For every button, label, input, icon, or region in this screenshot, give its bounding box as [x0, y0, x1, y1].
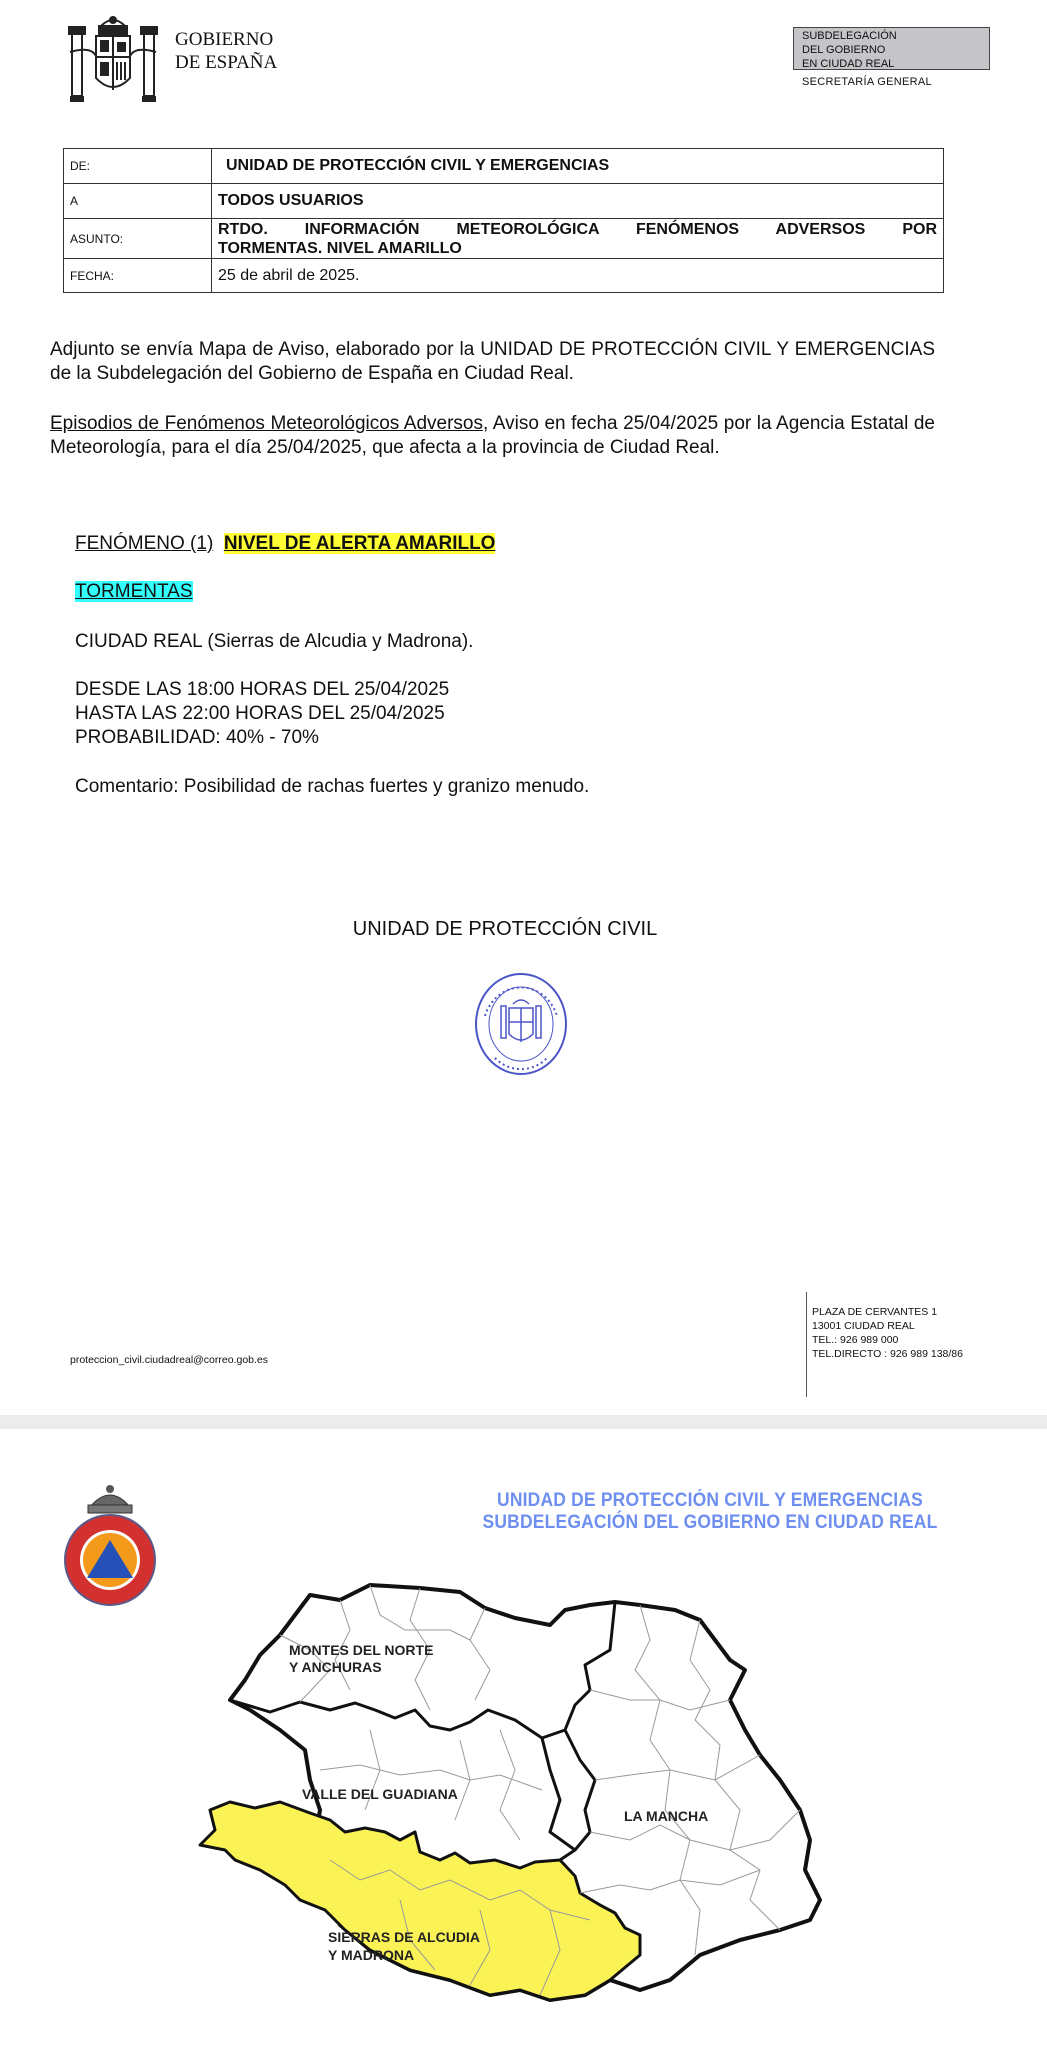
map-title-line-2: SUBDELEGACIÓN DEL GOBIERNO EN CIUDAD REAL	[482, 1512, 938, 1533]
asunto-value	[212, 219, 944, 259]
episodes-paragraph	[50, 412, 935, 460]
province-map	[170, 1570, 830, 2010]
de-label: DE:	[64, 149, 212, 184]
phenomenon-zone: CIUDAD REAL (Sierras de Alcudia y Madrona).	[75, 631, 474, 652]
map-title	[462, 1490, 959, 1534]
gov-line-1: GOBIERNO	[175, 29, 274, 50]
contact-email: proteccion_civil.ciudadreal@correo.gob.es	[70, 1354, 269, 1366]
phenomenon-label: FENÓMENO (1)	[75, 533, 214, 554]
asunto-line-2: TORMENTAS. NIVEL AMARILLO	[218, 239, 462, 257]
gov-line-2: DE ESPAÑA	[175, 52, 278, 73]
zone-sierras-line-1: SIERRAS DE ALCUDIA	[328, 1929, 480, 1945]
memo-header-table	[63, 148, 944, 293]
zone-label-sierras	[328, 1928, 480, 1964]
phenomenon-comment: Comentario: Posibilidad de rachas fuertes y granizo menudo.	[75, 776, 590, 797]
subdel-line-1: SUBDELEGACIÓN	[802, 30, 897, 42]
a-label: A	[64, 184, 212, 219]
zone-montes-line-2: Y ANCHURAS	[289, 1659, 382, 1675]
intro-paragraph: Adjunto se envía Mapa de Aviso, elaborado por la UNIDAD DE PROTECCIÓN CIVIL Y EMERGENCIAS de la Subdelegación del Gobierno de España en Ciudad Real.	[50, 339, 935, 384]
memo-row-fecha	[64, 259, 944, 293]
address-line-3: TEL.: 926 989 000	[812, 1334, 899, 1346]
fecha-label: FECHA:	[64, 259, 212, 293]
address-line-4: TEL.DIRECTO : 926 989 138/86	[812, 1348, 963, 1360]
page-separator	[0, 1415, 1047, 1429]
zone-label-montes	[289, 1642, 433, 1676]
signature-unit: UNIDAD DE PROTECCIÓN CIVIL	[352, 918, 658, 940]
memo-row-de	[64, 149, 944, 184]
alert-level: NIVEL DE ALERTA AMARILLO	[223, 533, 496, 554]
episodes-text: , Aviso en fecha 25/04/2025 por la Agencia Estatal de Meteorología, para el día 25/04/2025, que afecta a la provincia de Ciudad Real.	[50, 413, 935, 458]
asunto-line-1: RTDO. INFORMACIÓN METEOROLÓGICA FENÓMENOS ADVERSOS POR	[218, 220, 937, 238]
memo-row-a	[64, 184, 944, 219]
phenomenon-probability: PROBABILIDAD: 40% - 70%	[75, 727, 319, 748]
phenomenon-desde: DESDE LAS 18:00 HORAS DEL 25/04/2025	[75, 679, 450, 700]
zone-sierras-line-2: Y MADRONA	[328, 1947, 415, 1963]
zone-montes-line-1: MONTES DEL NORTE	[289, 1642, 434, 1658]
address-line-2: 13001 CIUDAD REAL	[812, 1320, 915, 1332]
government-name	[175, 28, 277, 74]
asunto-label: ASUNTO:	[64, 219, 212, 259]
subdel-line-3: EN CIUDAD REAL	[802, 58, 895, 70]
fecha-value: 25 de abril de 2025.	[212, 259, 944, 293]
secretaria-general: SECRETARÍA GENERAL	[802, 76, 932, 88]
address-line-1: PLAZA DE CERVANTES 1	[812, 1306, 938, 1318]
episodes-link-text: Episodios de Fenómenos Meteorológicos Adversos	[50, 413, 484, 434]
proteccion-civil-logo-icon	[62, 1483, 158, 1609]
zone-label-mancha: LA MANCHA	[624, 1808, 709, 1824]
de-value: UNIDAD DE PROTECCIÓN CIVIL Y EMERGENCIAS	[212, 149, 944, 184]
official-stamp-icon	[473, 972, 569, 1076]
map-title-line-1: UNIDAD DE PROTECCIÓN CIVIL Y EMERGENCIAS	[497, 1490, 923, 1511]
subdel-line-2: DEL GOBIERNO	[802, 44, 886, 56]
phenomenon-type: TORMENTAS	[75, 581, 193, 602]
zone-label-valle: VALLE DEL GUADIANA	[302, 1786, 458, 1802]
address-block	[812, 1305, 963, 1361]
memo-row-asunto	[64, 219, 944, 259]
phenomenon-hasta: HASTA LAS 22:00 HORAS DEL 25/04/2025	[75, 703, 445, 724]
subdelegation-box	[793, 27, 990, 70]
phenomenon-heading	[75, 532, 495, 556]
coat-of-arms-icon	[66, 12, 160, 112]
a-value: TODOS USUARIOS	[212, 184, 944, 219]
phenomenon-type-row	[75, 580, 193, 604]
address-divider	[806, 1292, 807, 1397]
